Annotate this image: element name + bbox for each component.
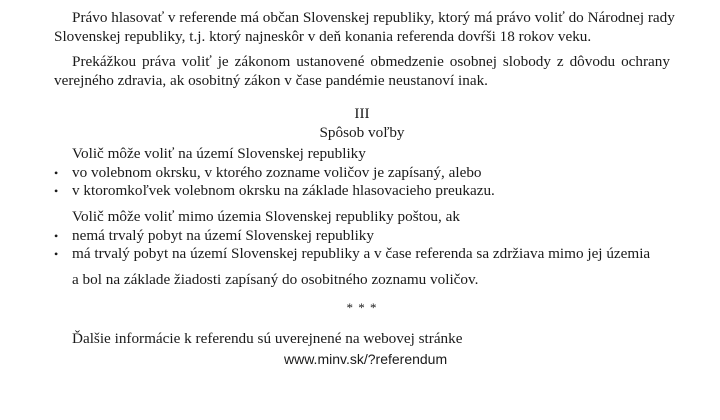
bullet-icon: • xyxy=(54,184,59,198)
bullet-icon: • xyxy=(54,247,59,261)
section-separator: * * * xyxy=(346,300,378,315)
bullet-icon: • xyxy=(54,166,59,180)
abroad-voting-intro: Volič môže voliť mimo územia Slovenskej republiky poštou, ak xyxy=(72,208,460,225)
paragraph-voting-right xyxy=(54,8,675,46)
list-item xyxy=(54,164,495,182)
abroad-voting-list xyxy=(54,227,650,263)
domestic-voting-list xyxy=(54,164,495,200)
list-item-text: v ktoromkoľvek volebnom okrsku na základe hlasovacieho preukazu. xyxy=(72,182,495,199)
paragraph-line: Právo hlasovať v referende má občan Slovenskej republiky, ktorý má právo voliť do Národnej rady xyxy=(72,9,675,26)
domestic-voting-intro: Volič môže voliť na území Slovenskej republiky xyxy=(72,145,366,162)
list-item-text: nemá trvalý pobyt na území Slovenskej republiky xyxy=(72,227,374,244)
paragraph-line: Prekážkou práva voliť je zákonom ustanovené obmedzenie osobnej slobody z dôvodu ochrany xyxy=(72,53,670,70)
bullet-icon: • xyxy=(54,229,59,243)
paragraph-voting-obstacle xyxy=(54,52,670,90)
abroad-voting-continuation: a bol na základe žiadosti zapísaný do osobitného zoznamu voličov. xyxy=(72,271,479,288)
list-item xyxy=(54,227,650,245)
section-title: Spôsob voľby xyxy=(319,124,405,141)
further-info-text: Ďalšie informácie k referendu sú uverejnené na webovej stránke xyxy=(72,330,463,347)
list-item-text: má trvalý pobyt na území Slovenskej republiky a v čase referenda sa zdržiava mimo jej územia xyxy=(72,245,651,262)
list-item xyxy=(54,245,650,263)
referendum-url-link[interactable]: www.minv.sk/?referendum xyxy=(284,351,448,367)
list-item xyxy=(54,182,495,200)
paragraph-line: Slovenskej republiky, t.j. ktorý najneskôr v deň konania referenda dovŕši 18 rokov veku. xyxy=(54,28,592,45)
paragraph-line: verejného zdravia, ak osobitný zákon v čase pandémie neustanoví inak. xyxy=(54,72,488,89)
section-number: III xyxy=(354,105,370,122)
list-item-text: vo volebnom okrsku, v ktorého zozname voličov je zapísaný, alebo xyxy=(72,164,482,181)
